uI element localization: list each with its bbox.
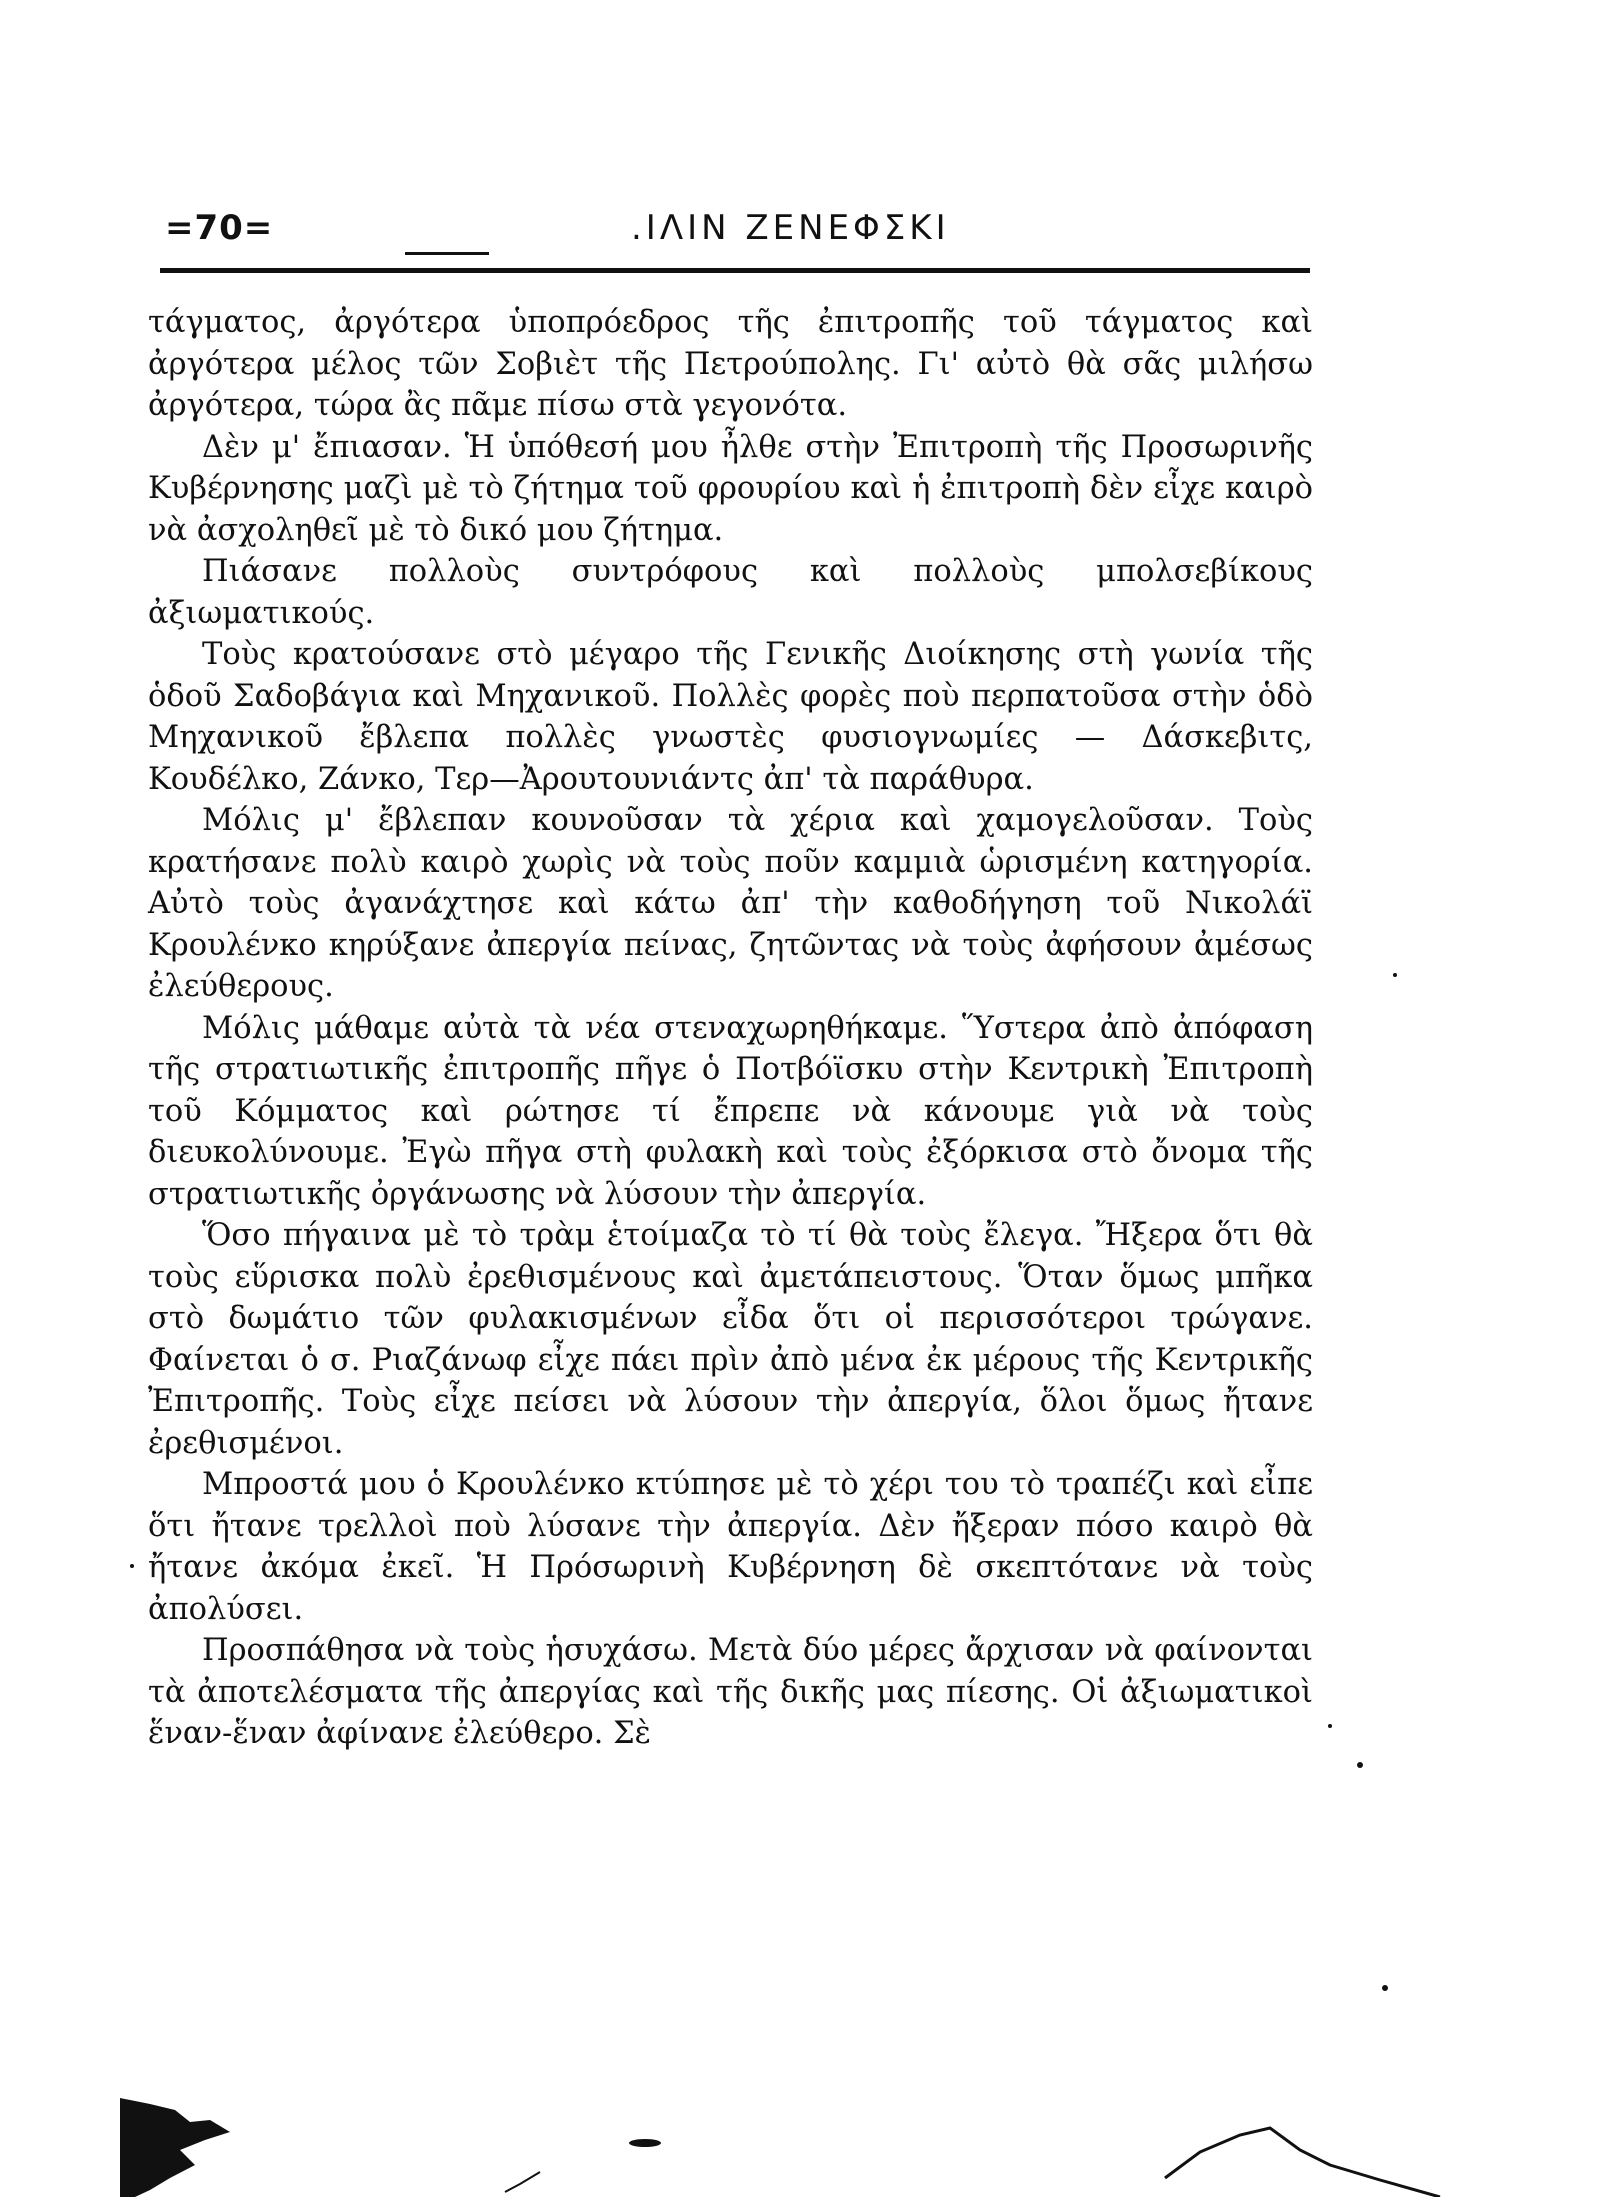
blot-right-line: [1165, 2128, 1440, 2197]
speck-3: [1393, 973, 1397, 977]
paragraph-2: Δὲν μ' ἔπιασαν. Ἡ ὑπόθεσή μου ἦλθε στὴν Ἐπιτροπὴ τῆς Προσωρινῆς Κυβέρνησης μαζὶ μὲ τὸ ζήτημα τοῦ φρουρίου καὶ ἡ ἐπιτροπὴ δὲν εἶχε καιρὸ νὰ ἀσχοληθεῖ μὲ τὸ δικό μου ζήτημα.: [148, 429, 1313, 548]
blot-center-2: [505, 2172, 540, 2192]
paragraph-3: Πιάσανε πολλοὺς συντρόφους καὶ πολλοὺς μπολσεβίκους ἀξιωματικούς.: [148, 554, 1313, 631]
page-number: =70=: [165, 208, 274, 248]
speck-1: [1357, 1762, 1363, 1768]
header-dash: [405, 252, 489, 255]
body-text: [148, 302, 1313, 1755]
paragraph-9: Προσπάθησα νὰ τοὺς ἡσυχάσω. Μετὰ δύο μέρες ἄρχισαν νὰ φαίνονται τὰ ἀποτελέσματα τῆς ἀπεργίας καὶ τῆς δικῆς μας πίεσης. Οἱ ἀξιωματικοὶ ἕναν-ἕναν ἀφίνανε ἐλεύθερο. Σὲ: [148, 1633, 1313, 1751]
paragraph-5: Μόλις μ' ἔβλεπαν κουνοῦσαν τὰ χέρια καὶ χαμογελοῦσαν. Τοὺς κρατήσανε πολὺ καιρὸ χωρὶς νὰ τοὺς ποῦν καμμιὰ ὡρισμένη κατηγορία. Αὐτὸ τοὺς ἀγανάχτησε καὶ κάτω ἀπ' τὴν καθοδήγηση τοῦ Νικολάϊ Κρουλένκο κηρύξανε ἀπεργία πείνας, ζητῶντας νὰ τοὺς ἀφήσουν ἀμέσως ἐλεύθερους.: [148, 803, 1313, 1004]
paragraph-4: Τοὺς κρατούσανε στὸ μέγαρο τῆς Γενικῆς Διοίκησης στὴ γωνία τῆς ὁδοῦ Σαδοβάγια καὶ Μηχανικοῦ. Πολλὲς φορὲς ποὺ περπατοῦσα στὴν ὁδὸ Μηχανικοῦ ἔβλεπα πολλὲς γνωστὲς φυσιογνωμίες — Δάσκεβιτς, Κουδέλκο, Ζάνκο, Τερ—Ἀρουτουνιάντς ἀπ' τὰ παράθυρα.: [148, 637, 1313, 797]
speck-4: [1328, 1724, 1332, 1728]
blot-left-2: [120, 2128, 150, 2170]
speck-2: [1382, 1985, 1388, 1991]
running-title: .ΙΛΙΝ ΖΕΝΕΦΣΚΙ: [631, 208, 950, 248]
paragraph-7: Ὅσο πήγαινα μὲ τὸ τρὰμ ἑτοίμαζα τὸ τί θὰ τοὺς ἔλεγα. Ἤξερα ὅτι θὰ τοὺς εὕρισκα πολὺ ἐρεθισμένους καὶ ἀμετάπειστους. Ὅταν ὅμως μπῆκα στὸ δωμάτιο τῶν φυλακισμένων εἶδα ὅτι οἱ περισσότεροι τρώγανε. Φαίνεται ὁ σ. Ριαζάνωφ εἶχε πάει πρὶν ἀπὸ μένα ἐκ μέρους τῆς Κεντρικῆς Ἐπιτροπῆς. Τοὺς εἶχε πείσει νὰ λύσουν τὴν ἀπεργία, ὅλοι ὅμως ἤτανε ἐρεθισμένοι.: [148, 1218, 1313, 1461]
page-header: [165, 208, 1325, 264]
paragraph-6: Μόλις μάθαμε αὐτὰ τὰ νέα στεναχωρηθήκαμε. Ὕστερα ἀπὸ ἀπόφαση τῆς στρατιωτικῆς ἐπιτροπῆς πῆγε ὁ Ποτβόϊσκυ στὴν Κεντρικὴ Ἐπιτροπὴ τοῦ Κόμματος καὶ ρώτησε τί ἔπρεπε νὰ κάνουμε γιὰ νὰ τοὺς διευκολύνουμε. Ἐγὼ πῆγα στὴ φυλακὴ καὶ τοὺς ἐξόρκισα στὸ ὄνομα τῆς στρατιωτικῆς ὀργάνωσης νὰ λύσουν τὴν ἀπεργία.: [148, 1010, 1313, 1212]
speck-5: [130, 1564, 134, 1568]
blot-left: [120, 2098, 230, 2197]
paragraph-1: τάγματος, ἀργότερα ὑποπρόεδρος τῆς ἐπιτροπῆς τοῦ τάγματος καὶ ἀργότερα μέλος τῶν Σοβιὲτ τῆς Πετρούπολης. Γι' αὐτὸ θὰ σᾶς μιλήσω ἀργότερα, τώρα ἂς πᾶμε πίσω στὰ γεγονότα.: [148, 305, 1313, 423]
paragraph-8: Μπροστά μου ὁ Κρουλένκο κτύπησε μὲ τὸ χέρι του τὸ τραπέζι καὶ εἶπε ὅτι ἤτανε τρελλοὶ ποὺ λύσανε τὴν ἀπεργία. Δὲν ἤξεραν πόσο καιρὸ θὰ ἤτανε ἀκόμα ἐκεῖ. Ἡ Πρόσωρινὴ Κυβέρνηση δὲ σκεπτότανε νὰ τοὺς ἀπολύσει.: [148, 1467, 1313, 1627]
header-rule: [160, 268, 1310, 273]
blot-center: [629, 2139, 661, 2147]
